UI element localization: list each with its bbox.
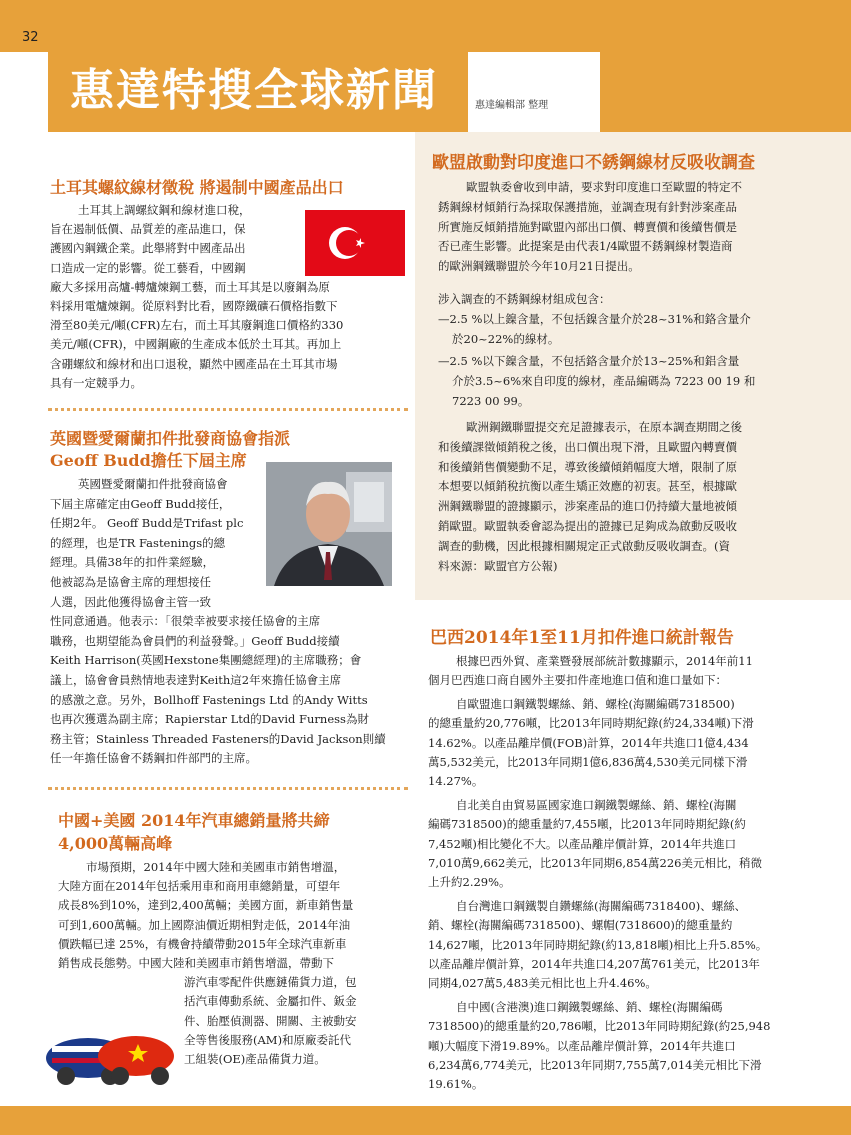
text-line: 可到1,600萬輛。加上國際油價近期相對走低，2014年油 <box>58 917 351 932</box>
text-line: 上升約2.29%。 <box>428 875 511 890</box>
text-line: 自北美自由貿易區國家進口鋼鐵製螺絲、銷、螺栓(海關 <box>456 797 737 812</box>
text-line: 下屆主席確定由Geoff Budd接任， <box>50 496 231 511</box>
text-line: 料採用電爐煉鋼。從原料對比看，國際鐵礦石價格指數下 <box>50 299 338 313</box>
text-line: 廠大多採用高爐-轉爐煉鋼工藝，而土耳其是以廢鋼為原 <box>50 279 330 294</box>
text-line: 議上，協會會員熱情地表達對Keith這2年來擔任協會主席 <box>50 673 342 687</box>
text-line: 任一年擔任協會不銹鋼扣件部門的主席。 <box>50 751 257 766</box>
text-line: 否已產生影響。此提案是由代表1/4歐盟不銹鋼線材製造商 <box>438 239 733 254</box>
text-line: 市場預期，2014年中國大陸和美國車市銷售增溫， <box>86 860 346 874</box>
text-line: 和後續銷售價變動不足，導致後續傾銷幅度大增，限制了原 <box>438 459 737 474</box>
eu-article-title: 歐盟啟動對印度進口不銹鋼線材反吸收調查 <box>432 153 755 173</box>
page-number: 32 <box>22 30 39 45</box>
text-line: 和後續課徵傾銷稅之後，出口價出現下滑，且歐盟內轉賣價 <box>438 439 737 454</box>
turkey-article-title: 土耳其螺紋線材徵稅 將遏制中國產品出口 <box>50 178 344 197</box>
text-line: 件、胎壓偵測器、開關、主被動安 <box>184 1013 357 1028</box>
text-line: 同期4,027萬5,483美元相比也上升4.46%。 <box>428 976 657 991</box>
geoff-budd-photo <box>266 462 392 586</box>
text-line: 性同意通過。他表示：「很榮幸被要求接任協會的主席 <box>50 614 321 629</box>
footer-bar <box>0 1106 851 1135</box>
text-line: 歐盟執委會收到申請，要求對印度進口至歐盟的特定不 <box>466 180 742 194</box>
text-line: 個月巴西進口商自國外主要扣件產地進口值和進口量如下： <box>428 673 727 688</box>
cn-us-article-title-line2: 4,000萬輛高峰 <box>58 834 173 853</box>
text-line: 務主管；Stainless Threaded Fasteners的David Jackson則續 <box>50 731 386 746</box>
text-line: 銷、螺栓(海關編碼7318500)、螺帽(7318600)的總重量約 <box>428 918 733 933</box>
text-line: 的歐洲鋼鐵聯盟於今年10月21日提出。 <box>438 259 640 274</box>
text-line: 萬5,532美元，比2013年同期1億6,836萬4,530美元同樣下滑 <box>428 755 748 769</box>
brazil-article-title: 巴西2014年1至11月扣件進口統計報告 <box>430 628 734 648</box>
text-line: 旨在遏制低價、品質差的產品進口，保 <box>50 222 246 237</box>
text-line: 19.61%。 <box>428 1077 484 1092</box>
text-line: 於20~22%的線材。 <box>452 331 560 346</box>
text-line: 口造成一定的影響。從工藝看，中國鋼 <box>50 260 246 275</box>
text-line: 含硼螺紋和線材和出口退稅，顯然中國產品在土耳其市場 <box>50 356 338 371</box>
text-line: Keith Harrison(英國Hexstone集團總經理)的主席職務；會 <box>50 653 362 668</box>
text-line: 括汽車傳動系統、金屬扣件、鈑金 <box>184 994 357 1009</box>
text-line: 根據巴西外貿、產業暨發展部統計數據顯示，2014年前11 <box>456 654 753 668</box>
text-line: —2.5 %以上鎳含量，不包括鎳含量介於28~31%和鉻含量介 <box>438 312 751 326</box>
text-line: 的總重量約20,776噸，比2013年同時期紀錄(約24,334噸)下滑 <box>428 716 754 731</box>
text-line: 全等售後服務(AM)和原廠委託代 <box>184 1032 352 1047</box>
text-line: 噸)大幅度下滑19.89%。以產品離岸價計算，2014年共進口 <box>428 1038 736 1053</box>
text-line: 游汽車零配件供應鏈備貨力道，包 <box>184 975 357 990</box>
text-line: 以產品離岸價計算，2014年共進口4,207萬761美元，比2013年 <box>428 957 760 971</box>
uk-article-title-line1: 英國暨愛爾蘭扣件批發商協會指派 <box>50 429 291 448</box>
text-line: 所實施反傾銷措施對歐盟內部出口價、轉賣價和後續售價是 <box>438 219 737 234</box>
text-line: 本想要以傾銷稅抗衡以產生矯正效應的初衷。甚至，根據歐 <box>438 479 737 494</box>
text-line: 14.27%。 <box>428 774 484 789</box>
text-line: 銷售成長態勢。中國大陸和美國車市銷售增溫，帶動下 <box>58 956 334 970</box>
text-line: 7318500)的總重量約20,786噸，比2013年同時期紀錄(約25,948 <box>428 1019 771 1034</box>
text-line: 滑至80美元/噸(CFR)左右，而土耳其廢鋼進口價格約330 <box>50 318 344 333</box>
text-line: 美元/噸(CFR)，中國鋼廠的生產成本低於土耳其。再加上 <box>50 337 342 352</box>
text-line: 工組裝(OE)產品備貨力道。 <box>184 1052 326 1066</box>
text-line: 自歐盟進口鋼鐵製螺絲、銷、螺栓(海關編碼7318500) <box>456 696 735 711</box>
text-line: 成長8%到10%，達到2,400萬輛；美國方面，新車銷售量 <box>58 898 354 913</box>
text-line: 職務，也期望能為會員們的利益發聲。」Geoff Budd接續 <box>50 633 340 648</box>
text-line: 的經理，也是TR Fastenings的總 <box>50 535 226 550</box>
text-line: 歐洲鋼鐵聯盟提交充足證據表示，在原本調查期間之後 <box>466 420 742 434</box>
text-line: 7,010萬9,662美元，比2013年同期6,854萬226美元相比，稍微 <box>428 856 762 870</box>
text-line: 7223 00 99。 <box>452 393 530 408</box>
text-line: 經理。具備38年的扣件業經驗， <box>50 555 215 570</box>
text-line: 涉入調查的不銹鋼線材組成包含： <box>438 292 611 306</box>
text-line: 自台灣進口鋼鐵製自鑽螺絲(海關編碼7318400)、螺絲、 <box>456 898 747 913</box>
text-line: 他被認為是協會主席的理想接任 <box>50 575 211 589</box>
text-line: 人選，因此他獲得協會主管一致 <box>50 594 211 609</box>
text-line: 洲鋼鐵聯盟的證據顯示，涉案產品的進口仍持續大量地被傾 <box>438 499 737 514</box>
text-line: 英國暨愛爾蘭扣件批發商協會 <box>78 477 228 491</box>
text-line: 編碼7318500)的總重量約7,455噸，比2013年同時期紀錄(約 <box>428 817 746 832</box>
text-line: 任期2年。 Geoff Budd是Trifast plc <box>50 516 244 531</box>
text-line: 6,234萬6,774美元，比2013年同期7,755萬7,014美元相比下滑 <box>428 1058 762 1072</box>
section-divider <box>48 787 408 790</box>
text-line: 自中國(含港澳)進口鋼鐵製螺絲、銷、螺栓(海關編碼 <box>456 999 723 1014</box>
text-line: 土耳其上調螺紋鋼和線材進口稅， <box>78 203 251 217</box>
text-line: 7,452噸)相比變化不大。以產品離岸價計算，2014年共進口 <box>428 836 737 851</box>
editor-credit: 惠達編輯部 整理 <box>475 100 549 111</box>
text-line: 的感激之意。另外，Bollhoff Fastenings Ltd 的Andy Witts <box>50 692 368 707</box>
text-line: 介於3.5~6%來自印度的線材，產品編碼為 7223 00 19 和 <box>452 373 756 388</box>
text-line: 料來源：歐盟官方公報) <box>438 558 558 573</box>
text-line: 14,627噸，比2013年同時期紀錄(約13,818噸)相比上升5.85%。 <box>428 937 768 952</box>
turkey-flag-icon <box>305 210 405 276</box>
text-line: 銹鋼線材傾銷行為採取保護措施，並調查現有針對涉案產品 <box>438 199 737 214</box>
uk-article-title-line2: Geoff Budd擔任下屆主席 <box>50 451 247 470</box>
text-line: 也再次獲選為副主席；Rapierstar Ltd的David Furness為財 <box>50 712 369 727</box>
cn-us-article-title-line1: 中國+美國 2014年汽車總銷量將共締 <box>58 811 330 830</box>
text-line: 護國內鋼鐵企業。此舉將對中國產品出 <box>50 241 246 256</box>
text-line: 調查的動機，因此根據相關規定正式啟動反吸收調查。(資 <box>438 538 730 553</box>
section-divider <box>48 408 408 411</box>
text-line: 銷歐盟。歐盟執委會認為提出的證據已足夠成為啟動反吸收 <box>438 519 737 533</box>
text-line: 具有一定競爭力。 <box>50 375 142 390</box>
text-line: 大陸方面在2014年包括乘用車和商用車總銷量，可望年 <box>58 879 341 894</box>
text-line: 14.62%。以產品離岸價(FOB)計算，2014年共進口1億4,434 <box>428 735 749 750</box>
text-line: 價跌幅已達 25%，有機會持續帶動2015年全球汽車新車 <box>58 936 347 951</box>
page-title: 惠達特搜全球新聞 <box>70 65 438 116</box>
text-line: —2.5 %以下鎳含量，不包括鉻含量介於13~25%和鋁含量 <box>438 354 740 368</box>
us-china-cars-illustration <box>36 1000 176 1094</box>
